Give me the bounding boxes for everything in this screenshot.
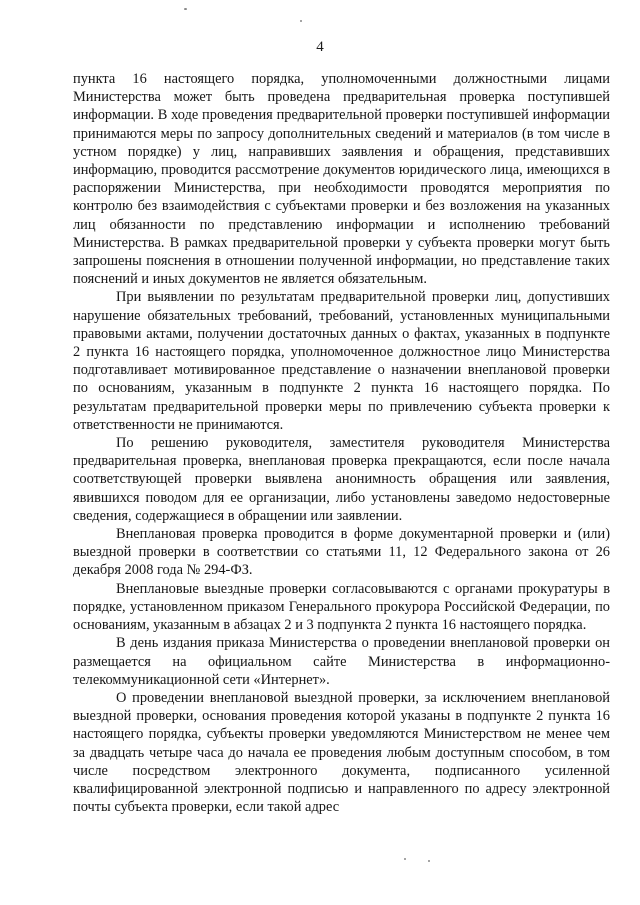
paragraph-termination-decision: По решению руководителя, заместителя руководителя Министерства предварительная проверка, внеплановая проверка прекращаются, если после начала соответствующей проверки выявлена анонимность обращения или заявления, явившихся поводом для ее организации, либо установлены заведомо недостоверные сведения, содержащиеся в обращении или заявлении. bbox=[73, 435, 610, 524]
scan-speck bbox=[428, 860, 430, 862]
scan-speck bbox=[300, 20, 302, 22]
paragraph-website-publication: В день издания приказа Министерства о проведении внеплановой проверки он размещается на официальном сайте Министерства в информационно-телекоммуникационной сети «Интернет». bbox=[73, 635, 610, 688]
paragraph-notification: О проведении внеплановой выездной проверки, за исключением внеплановой выездной проверки, основания проведения которой указаны в подпункте 2 пункта 16 настоящего порядка, субъекты проверки уведомляются Министерством не менее чем за двадцать четыре часа до начала ее проведения любым доступным способом, в том числе посредством электронного документа, подписанного усиленной квалифицированной электронной подписью и направленного по адресу электронной почты субъекта проверки, если такой адрес bbox=[73, 689, 610, 816]
page-number: 4 bbox=[316, 39, 324, 55]
document-body bbox=[73, 70, 610, 816]
scan-speck bbox=[404, 858, 406, 860]
paragraph-violations-found: При выявлении по результатам предварительной проверки лиц, допустивших нарушение обязательных требований, требований, установленных муниципальными правовыми актами, получении достаточных данных о фактах, указанных в подпункте 2 пункта 16 настоящего порядка, уполномоченное должностное лицо Министерства подготавливает мотивированное представление о назначении внеплановой проверки по основаниям, указанным в подпункте 2 пункта 16 настоящего порядка. По результатам предварительной проверки меры по привлечению субъекта проверки к ответственности не принимаются. bbox=[73, 289, 610, 433]
scan-speck bbox=[184, 8, 187, 10]
paragraph-inspection-form: Внеплановая проверка проводится в форме документарной проверки и (или) выездной проверки в соответствии со статьями 11, 12 Федерального закона от 26 декабря 2008 года № 294-ФЗ. bbox=[73, 526, 610, 579]
paragraph-continuation: пункта 16 настоящего порядка, уполномоченными должностными лицами Министерства может быть проведена предварительная проверка поступившей информации. В ходе проведения предварительной проверки поступившей информации принимаются меры по запросу дополнительных сведений и материалов (в том числе в устном порядке) у лиц, направивших заявления и обращения, представивших информацию, проводится рассмотрение документов юридического лица, имеющихся в распоряжении Министерства, при необходимости проводятся мероприятия по контролю без взаимодействия с субъектами проверки и без возложения на указанных лиц обязанности по представлению информации и исполнению требований Министерства. В рамках предварительной проверки у субъекта проверки могут быть запрошены пояснения в отношении полученной информации, но представление таких пояснений и иных документов не является обязательным. bbox=[73, 71, 610, 288]
paragraph-prosecutor-approval: Внеплановые выездные проверки согласовываются с органами прокуратуры в порядке, установленном приказом Генерального прокурора Российской Федерации, по основаниям, указанным в абзацах 2 и 3 подпункта 2 пункта 16 настоящего порядка. bbox=[73, 580, 610, 634]
